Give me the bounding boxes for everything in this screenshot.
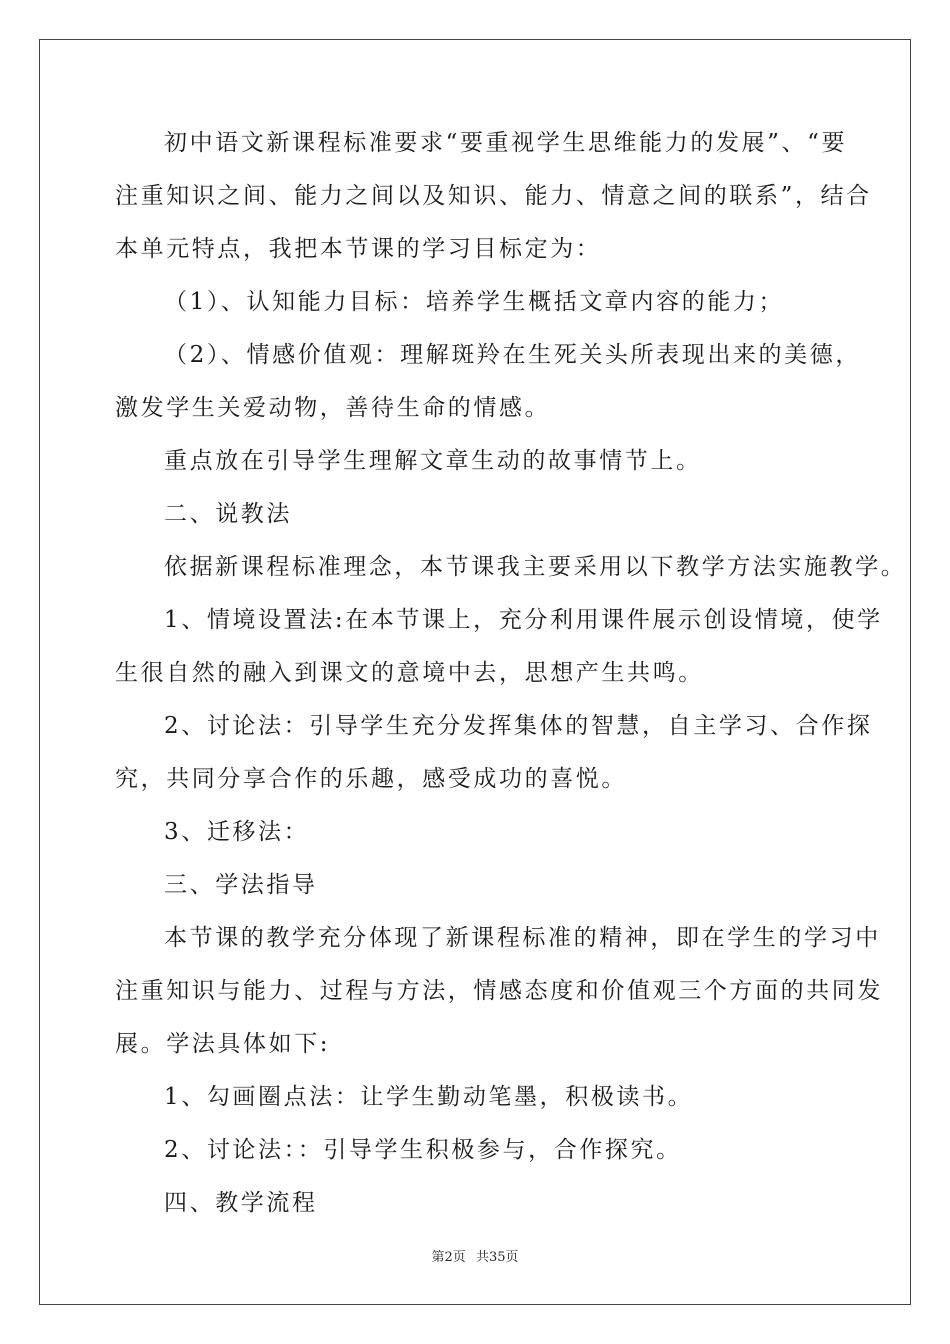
paragraph-line: 重点放在引导学生理解文章生动的故事情节上。 (164, 448, 702, 474)
paragraph-line: 初中语文新课程标准要求“要重视学生思维能力的发展”、“要 (164, 130, 848, 156)
paragraph-line: 依据新课程标准理念，本节课我主要采用以下教学方法实施教学。 (164, 554, 907, 580)
paragraph-line: 2、讨论法：：引导学生积极参与，合作探究。 (164, 1137, 682, 1163)
paragraph-line: 注重知识之间、能力之间以及知识、能力、情意之间的联系”，结合 (115, 183, 872, 209)
paragraph-line: 3、迁移法： (164, 819, 310, 845)
paragraph-line: 究，共同分享合作的乐趣，感受成功的喜悦。 (115, 766, 627, 792)
page-footer (0, 1246, 950, 1265)
paragraph-line: 生很自然的融入到课文的意境中去，思想产生共鸣。 (115, 660, 704, 686)
paragraph-line: 1、勾画圈点法：让学生勤动笔墨，积极读书。 (164, 1084, 694, 1110)
section-heading: 三、学法指导 (164, 872, 318, 898)
section-heading: 四、教学流程 (164, 1190, 318, 1216)
section-heading: 二、说教法 (164, 501, 292, 527)
paragraph-line: 本节课的教学充分体现了新课程标准的精神，即在学生的学习中 (164, 925, 881, 951)
page-number: 第2页 (431, 1250, 466, 1265)
paragraph-line: 2、讨论法：引导学生充分发挥集体的智慧，自主学习、合作探 (164, 713, 873, 739)
page-total: 共35页 (475, 1250, 519, 1265)
paragraph-line: 激发学生关爱动物，善待生命的情感。 (115, 395, 551, 421)
paragraph-line: （1）、认知能力目标：培养学生概括文章内容的能力； (164, 289, 785, 315)
paragraph-line: 展。学法具体如下: (115, 1031, 331, 1057)
paragraph-line: 本单元特点，我把本节课的学习目标定为： (115, 236, 602, 262)
paragraph-line: 1、情境设置法:在本节课上，充分利用课件展示创设情境，使学 (164, 607, 883, 633)
paragraph-line: （2）、情感价值观：理解斑羚在生死关头所表现出来的美德， (164, 342, 861, 368)
paragraph-line: 注重知识与能力、过程与方法，情感态度和价值观三个方面的共同发 (115, 978, 883, 1004)
